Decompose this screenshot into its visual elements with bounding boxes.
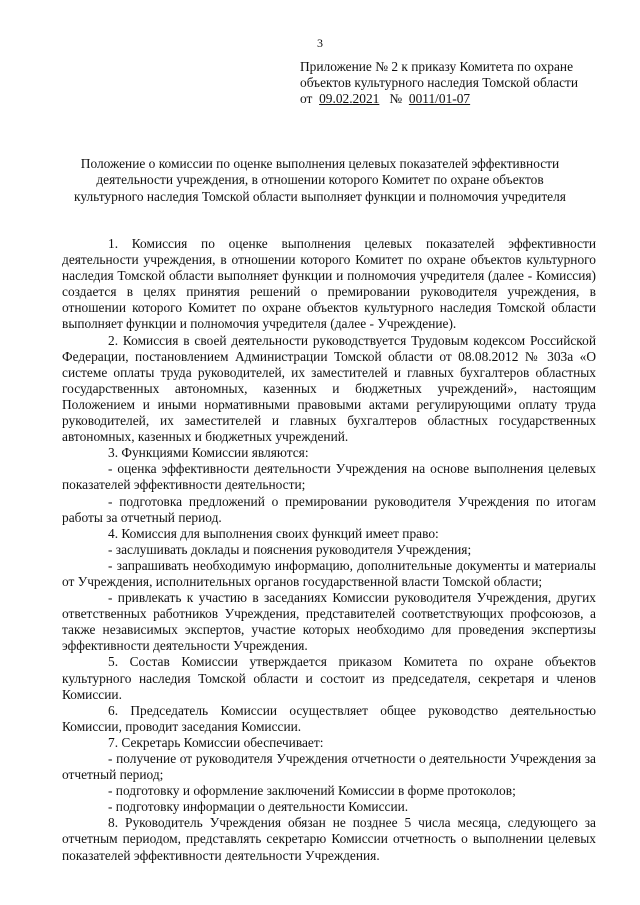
list-item: - заслушивать доклады и пояснения руководителя Учреждения; bbox=[108, 541, 472, 557]
list-item: - подготовку и оформление заключений Комиссии в форме протоколов; bbox=[108, 783, 516, 799]
page-number: 3 bbox=[317, 36, 323, 50]
appendix-date-line bbox=[300, 91, 600, 107]
appendix-line-2: объектов культурного наследия Томской области bbox=[300, 75, 579, 90]
paragraph-6: 6. Председатель Комиссии осуществляет общее руководство деятельностью Комиссии, проводит заседания Комиссии. bbox=[62, 702, 596, 734]
appendix-line-1: Приложение № 2 к приказу Комитета по охране bbox=[300, 59, 574, 74]
list-item: - получение от руководителя Учреждения отчетности о деятельности Учреждения за отчетный период; bbox=[62, 751, 596, 783]
paragraph-8: 8. Руководитель Учреждения обязан не позднее 5 числа месяца, следующего за отчетным периодом, представлять секретарю Комиссии отчетность о выполнении целевых показателей эффективности деятельности Учреждения. bbox=[62, 815, 596, 863]
order-number: 0011/01-07 bbox=[408, 91, 471, 106]
list-item: - запрашивать необходимую информацию, дополнительные документы и материалы от Учреждения, исполнительных органов государственной власти Томской области; bbox=[62, 557, 596, 589]
document-title: Положение о комиссии по оценке выполнения целевых показателей эффективности деятельности учреждения, в отношении которого Комитет по охране объектов культурного наследия Томской области выполняет функции и полномочия учредителя bbox=[74, 156, 566, 204]
list-item: - оценка эффективности деятельности Учреждения на основе выполнения целевых показателей эффективности деятельности; bbox=[62, 461, 596, 493]
list-item: - подготовку информации о деятельности Комиссии. bbox=[108, 799, 409, 815]
paragraph-5: 5. Состав Комиссии утверждается приказом Комитета по охране объектов культурного наследия Томской области и состоит из председателя, секретаря и членов Комиссии. bbox=[62, 654, 596, 702]
list-item: - подготовка предложений о премировании руководителя Учреждения по итогам работы за отчетный период. bbox=[62, 493, 596, 525]
document-body bbox=[62, 236, 596, 864]
paragraph-1: 1. Комиссия по оценке выполнения целевых показателей эффективности деятельности учреждения, в отношении которого Комитет по охране объектов культурного наследия Томской области выполняет функции и полномочия учредителя (далее - Комиссия) создается в целях принятия решений о премировании руководителя учреждения, в отношении которого Комитет по охране объектов культурного наследия Томской области выполняет функции и полномочия учредителя (далее - Учреждение). bbox=[62, 236, 596, 332]
list-item: - привлекать к участию в заседаниях Комиссии руководителя Учреждения, других ответственных работников Учреждения, представителей соответствующих профсоюзов, а также независимых экспертов, участие которых необходимо для проведения экспертизы эффективности деятельности Учреждения. bbox=[62, 590, 596, 654]
paragraph-2: 2. Комиссия в своей деятельности руководствуется Трудовым кодексом Российской Федерации, постановлением Администрации Томской области от 08.08.2012 № 303а «О системе оплаты труда руководителей, их заместителей и главных бухгалтеров областных государственных автономных, казенных и бюджетных учреждений», настоящим Положением и иными нормативными правовыми актами регулирующими оплату труда руководителей, их заместителей и главных бухгалтеров областных государственных автономных, казенных и бюджетных учреждений. bbox=[62, 332, 596, 445]
paragraph-7: 7. Секретарь Комиссии обеспечивает: bbox=[108, 734, 324, 750]
from-label: от bbox=[300, 91, 313, 106]
number-sign: № bbox=[389, 91, 403, 106]
paragraph-3: 3. Функциями Комиссии являются: bbox=[108, 445, 309, 461]
paragraph-4: 4. Комиссия для выполнения своих функций имеет право: bbox=[108, 525, 439, 541]
appendix-header bbox=[300, 59, 600, 107]
order-date: 09.02.2021 bbox=[319, 91, 380, 106]
